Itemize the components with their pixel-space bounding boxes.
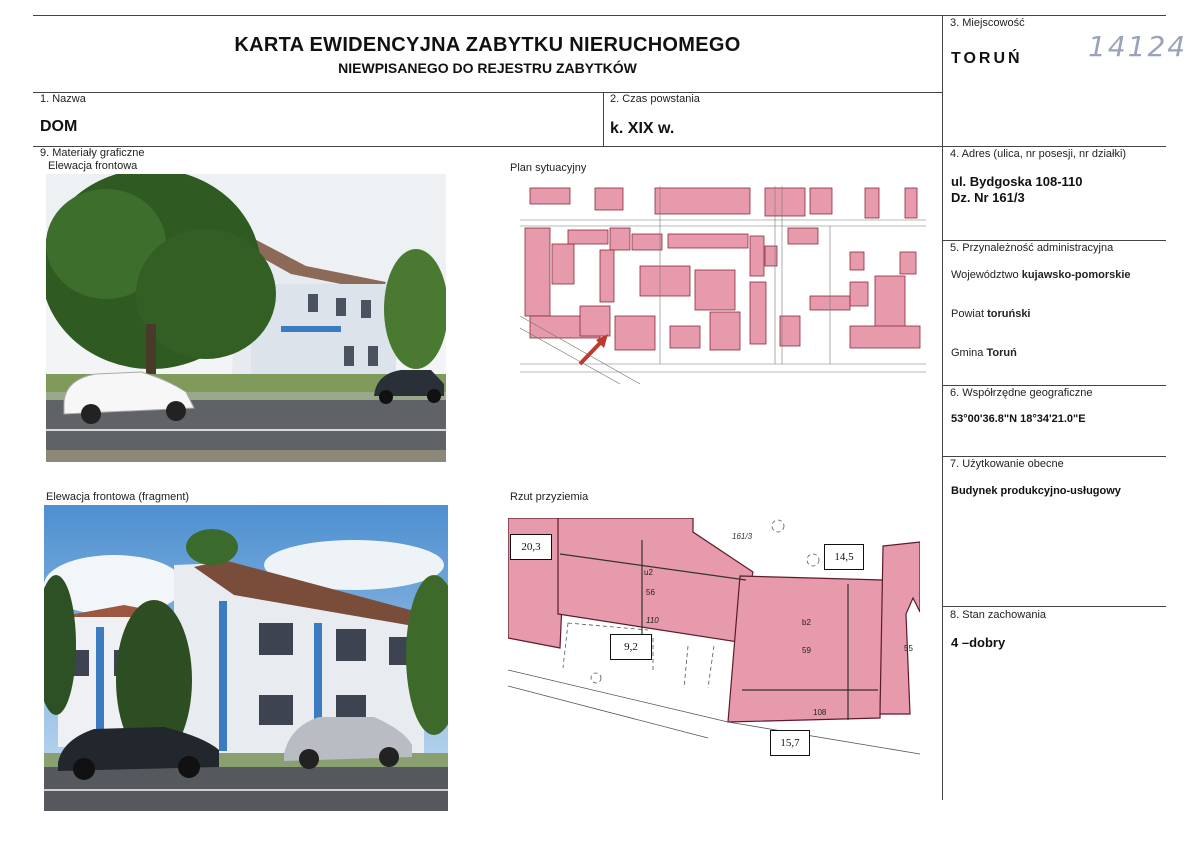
place-label: 3. Miejscowość (950, 17, 1025, 29)
address-label: 4. Adres (ulica, nr posesji, nr działki) (950, 148, 1127, 160)
plan-label-u2: u2 (644, 568, 653, 577)
photo1-caption: Elewacja frontowa (48, 160, 138, 172)
plan-parcel-number: 161/3 (732, 532, 753, 541)
plan-label-b2: b2 (802, 618, 811, 627)
condition-value: 4 –dobry (951, 635, 1006, 650)
front-elevation-photo (46, 174, 446, 462)
use-value: Budynek produkcyjno-usługowy (951, 485, 1121, 497)
admin-commune (951, 347, 1017, 359)
plan-label-110: 110 (646, 616, 659, 625)
address-line2: Dz. Nr 161/3 (951, 190, 1025, 205)
admin-county (951, 308, 1031, 320)
name-label: 1. Nazwa (40, 93, 86, 105)
graphics-label: 9. Materiały graficzne (40, 147, 145, 159)
map2-caption: Rzut przyziemia (510, 491, 589, 503)
plan-dimension-label: 20,3 (510, 534, 552, 560)
coords-label: 6. Współrzędne geograficzne (950, 387, 1093, 399)
plan-dimension-label: 9,2 (610, 634, 652, 660)
card-subtitle: NIEWPISANEGO DO REJESTRU ZABYTKÓW (338, 60, 637, 76)
time-value: k. XIX w. (610, 120, 675, 137)
use-label: 7. Użytkowanie obecne (950, 458, 1064, 470)
plan-dimension-label: 15,7 (770, 730, 810, 756)
admin-voivodeship (951, 269, 1131, 281)
card-title: KARTA EWIDENCYJNA ZABYTKU NIERUCHOMEGO (234, 34, 741, 56)
commune-prefix: Gmina (951, 347, 984, 359)
time-label: 2. Czas powstania (610, 93, 700, 105)
front-elevation-fragment-photo (44, 505, 448, 811)
plan-label-59: 59 (802, 646, 811, 655)
commune-value: Toruń (986, 347, 1017, 359)
county-value: toruński (987, 308, 1031, 320)
coords-value: 53°00'36.8"N 18°34'21.0"E (951, 413, 1086, 425)
ground-floor-plan (508, 518, 920, 756)
plan-label-55: 55 (904, 644, 913, 653)
map1-caption: Plan sytuacyjny (510, 162, 587, 174)
handwritten-number: 14124 (1088, 30, 1188, 63)
photo2-caption: Elewacja frontowa (fragment) (46, 491, 190, 503)
name-value: DOM (40, 118, 78, 135)
condition-label: 8. Stan zachowania (950, 609, 1047, 621)
county-prefix: Powiat (951, 308, 985, 320)
admin-label: 5. Przynależność administracyjna (950, 242, 1114, 254)
plan-dimension-label: 14,5 (824, 544, 864, 570)
place-value: TORUŃ (951, 50, 1023, 67)
voivodeship-prefix: Województwo (951, 269, 1019, 281)
site-plan-map (520, 186, 926, 384)
voivodeship-value: kujawsko-pomorskie (1021, 269, 1131, 281)
plan-label-108: 108 (813, 708, 827, 717)
address-line1: ul. Bydgoska 108-110 (951, 174, 1083, 189)
plan-label-56: 56 (646, 588, 655, 597)
